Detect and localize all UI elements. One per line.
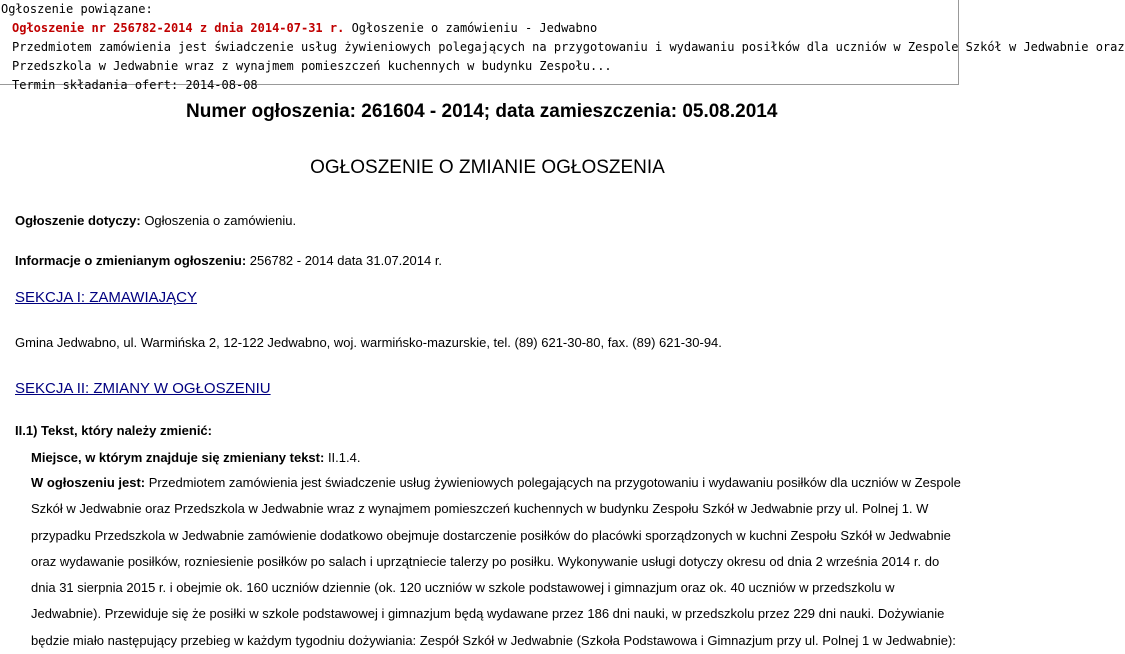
related-notice-title: Ogłoszenie o zamówieniu - Jedwabno: [344, 21, 598, 35]
related-heading: Ogłoszenie powiązane:: [1, 2, 153, 16]
change-current-label: W ogłoszeniu jest:: [31, 475, 146, 490]
related-description-line-2: Przedszkola w Jedwabnie wraz z wynajmem pomieszczeń kuchennych w budynku Zespołu...: [12, 59, 612, 73]
notice-info: [15, 253, 442, 268]
contracting-authority-address: Gmina Jedwabno, ul. Warmińska 2, 12-122 Jedwabno, woj. warmińsko-mazurskie, tel. (89) 621-30-80, fax. (89) 621-30-94.: [15, 335, 722, 350]
change-place-label: Miejsce, w którym znajduje się zmieniany tekst:: [31, 450, 325, 465]
related-description-line-1: Przedmiotem zamówienia jest świadczenie usług żywieniowych polegających na przygotowaniu i wydawaniu posiłków dla uczniów w Zespole Szkół w Jedwabnie oraz: [12, 40, 1125, 54]
change-current-text: [31, 470, 961, 654]
change-place-value: II.1.4.: [324, 450, 361, 465]
notice-concerns: [15, 213, 296, 228]
related-notice-line: [0, 19, 958, 38]
notice-concerns-value: Ogłoszenia o zamówieniu.: [140, 213, 297, 228]
related-deadline: Termin składania ofert: 2014-08-08: [12, 78, 258, 92]
notice-title: OGŁOSZENIE O ZMIANIE OGŁOSZENIA: [310, 157, 665, 178]
section1-heading: SEKCJA I: ZAMAWIAJĄCY: [15, 289, 197, 306]
change-item-label: II.1) Tekst, który należy zmienić:: [15, 423, 212, 438]
change-place: [31, 450, 360, 465]
notice-concerns-label: Ogłoszenie dotyczy:: [15, 213, 141, 228]
notice-info-value: 256782 - 2014 data 31.07.2014 r.: [246, 253, 443, 268]
related-notice-box: [0, 0, 1125, 92]
change-current-body: Przedmiotem zamówienia jest świadczenie usług żywieniowych polegających na przygotowaniu i wydawaniu posiłków dla uczniów w Zespole Szkół w Jedwabnie oraz Przedszkola w Jedwabnie wraz z wynajmem pomieszczeń kuchennych w budynku Zespołu Szkół w Jedwabnie przy ul. Polnej 1. W przypadku Przedszkola w Jedwabnie zamówienie dodatkowo obejmuje dostarczenie posiłków do placówki sporządzonych w kuchni Zespołu Szkół w Jedwabnie oraz wydawanie posiłków, rozniesienie posiłków po salach i uprzątniecie talerzy po posiłku. Wykonywanie usługi dotyczy okresu od dnia 2 września 2014 r. do dnia 31 sierpnia 2015 r. i obejmie ok. 160 uczniów dziennie (ok. 120 uczniów w szkole podstawowej i gimnazjum oraz ok. 40 uczniów w przedszkolu w Jedwabnie). Przewiduje się że posiłki w szkole podstawowej i gimnazjum będą wydawane przez 186 dni nauki, w przedszkolu przez 229 dni nauki. Dożywianie będzie miało następujący przebieg w każdym tygodniu dożywiania: Zespół Szkół w Jedwabnie (Szkoła Podstawowa i Gimnazjum przy ul. Polnej 1 w Jedwabnie):: [31, 475, 961, 648]
section2-heading: SEKCJA II: ZMIANY W OGŁOSZENIU: [15, 380, 271, 397]
related-notice-link[interactable]: Ogłoszenie nr 256782-2014 z dnia 2014-07-31 r.: [12, 21, 345, 35]
notice-number: Numer ogłoszenia: 261604 - 2014; data zamieszczenia: 05.08.2014: [186, 101, 778, 122]
notice-info-label: Informacje o zmienianym ogłoszeniu:: [15, 253, 247, 268]
